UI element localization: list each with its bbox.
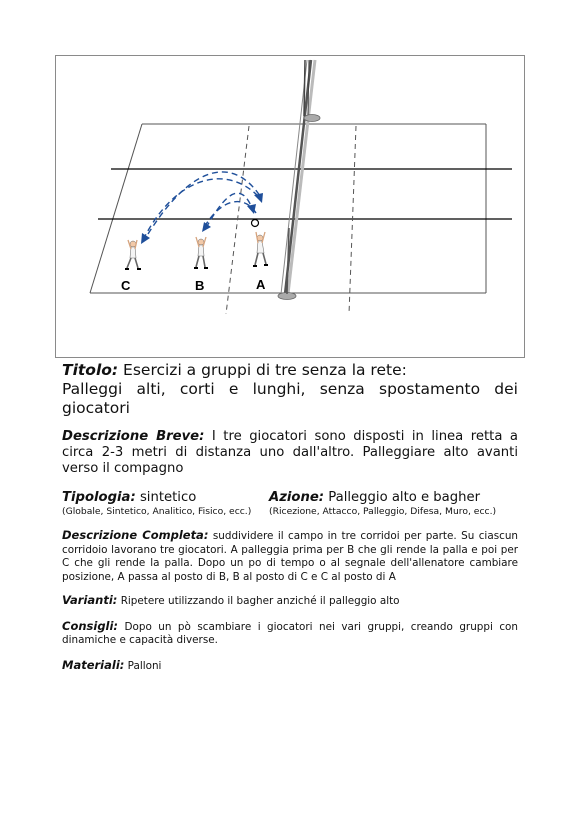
player-label-a: A (256, 277, 266, 292)
player-legs (127, 258, 138, 268)
consigli-text: Dopo un pò scambiare i giocatori nei vari gruppi, creando gruppi con dinamiche e capacità diverse. (62, 620, 518, 646)
court-diagram-svg (56, 56, 524, 357)
drill-diagram (55, 55, 525, 358)
titolo-label: Titolo: (62, 361, 119, 379)
materiali-label: Materiali: (62, 657, 125, 672)
player-shoes (253, 265, 268, 266)
varianti-label: Varianti: (62, 593, 118, 607)
corridor-line-2 (349, 126, 356, 314)
player-head (198, 239, 204, 245)
net-pole-inner (281, 60, 307, 294)
descrizione-completa-text: suddividere il campo in tre corridoi per parte. Su ciascun corridoio lavorano tre giocatori. A palleggia prima per B che gli rende la palla e poi per C che gli rende la palla. Dopo un po di tempo o al segnale dell'allenatore cambiare posizione, A passa al posto di B, B al posto di C e C al posto di A (62, 530, 518, 583)
drill-sheet (62, 361, 518, 673)
varianti-section (62, 594, 518, 609)
azione-value: Palleggio alto e bagher (328, 490, 481, 505)
ball (252, 220, 259, 227)
tipologia-label: Tipologia: (62, 490, 136, 505)
azione-label: Azione: (269, 490, 325, 505)
title-section (62, 361, 518, 418)
azione-hint: (Ricezione, Attacco, Palleggio, Difesa, Muro, ecc.) (269, 506, 497, 517)
materiali-text: Palloni (127, 659, 162, 672)
player-label-b: B (195, 278, 205, 293)
descrizione-completa-label: Descrizione Completa: (62, 528, 209, 542)
title-line-1 (62, 361, 518, 380)
player-a-figure (253, 232, 268, 266)
tipologia-azione-hints (62, 506, 518, 520)
titolo-line1: Esercizi a gruppi di tre senza la rete: (123, 361, 407, 379)
player-legs (255, 253, 266, 265)
descrizione-breve-text: I tre giocatori sono disposti in linea retta a circa 2-3 metri di distanza uno dall'altro. Palleggiare alto avanti verso il compagno (62, 429, 518, 476)
titolo-line2: Palleggi alti, corti e lunghi, senza spostamento dei giocatori (62, 380, 518, 417)
tipologia-azione-row (62, 490, 518, 506)
azione-field (269, 490, 480, 506)
descrizione-completa-section (62, 529, 518, 584)
net-pole-base-top (304, 115, 320, 122)
descrizione-breve-section (62, 429, 518, 477)
varianti-text: Ripetere utilizzando il bagher anziché il palleggio alto (120, 595, 400, 607)
corridor-line-1 (226, 126, 249, 314)
consigli-section (62, 620, 518, 648)
materiali-section (62, 659, 518, 674)
tipologia-hint: (Globale, Sintetico, Analitico, Fisico, ecc.) (62, 506, 252, 517)
player-c-figure (125, 240, 141, 269)
arrow-a-to-c (144, 179, 258, 238)
net-pole (285, 60, 311, 294)
consigli-label: Consigli: (62, 618, 119, 633)
arrow-a-to-b (205, 202, 256, 226)
player-label-c: C (121, 278, 131, 293)
descrizione-breve-label: Descrizione Breve: (62, 429, 205, 444)
tipologia-value: sintetico (139, 490, 197, 505)
arrow-b-to-a (206, 193, 252, 228)
court-left-sideline (90, 124, 142, 293)
player-b-figure (194, 237, 208, 268)
net-pole-shadow (288, 60, 315, 294)
tipologia-field (62, 490, 196, 506)
player-legs (196, 256, 205, 267)
net-antenna (304, 60, 305, 116)
arrowhead-4 (254, 193, 263, 203)
